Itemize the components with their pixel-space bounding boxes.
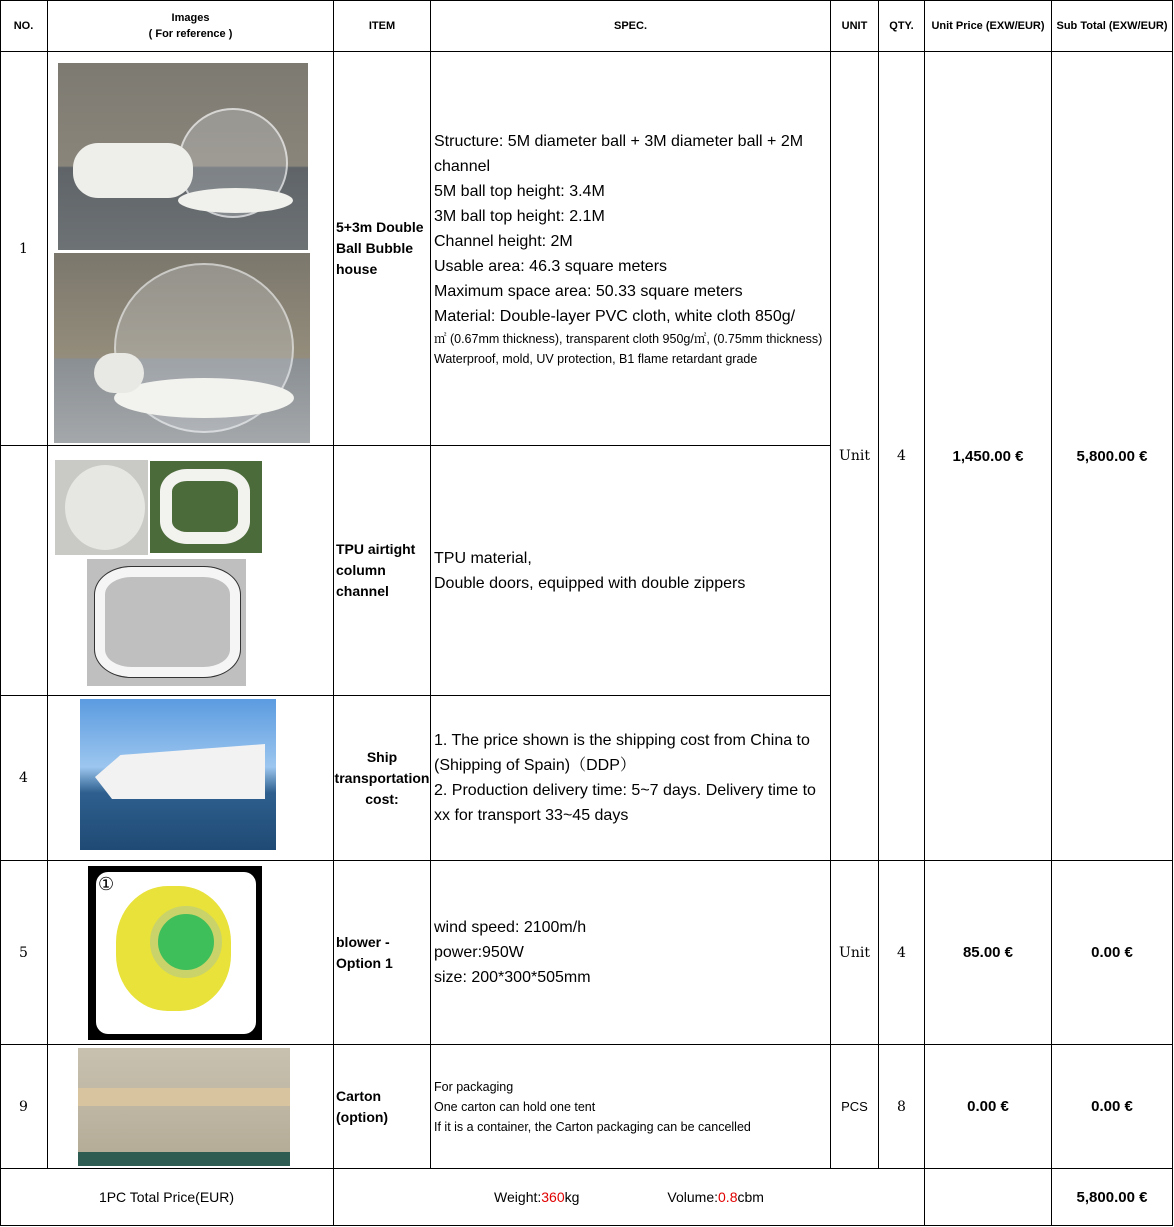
item-name: 5+3m Double Ball Bubble house bbox=[334, 52, 431, 446]
item-name: Ship transportation cost: bbox=[334, 696, 431, 861]
row-no bbox=[0, 446, 48, 696]
tpu-photo-2 bbox=[150, 461, 262, 553]
qty-cell: 4 bbox=[879, 52, 925, 861]
weight-value: 360 bbox=[541, 1189, 565, 1205]
empty-cell bbox=[925, 1169, 1052, 1226]
bubble-house-photo-2 bbox=[54, 253, 310, 443]
unit-cell: Unit bbox=[831, 861, 879, 1045]
item-name: Carton (option) bbox=[334, 1045, 431, 1169]
sub-total-cell: 0.00 € bbox=[1052, 861, 1173, 1045]
header-item: ITEM bbox=[334, 0, 431, 52]
row-no: 1 bbox=[0, 52, 48, 446]
spec-line: Maximum space area: 50.33 square meters bbox=[434, 282, 743, 300]
grand-total: 5,800.00 € bbox=[1052, 1169, 1173, 1226]
header-unit: UNIT bbox=[831, 0, 879, 52]
qty-cell: 4 bbox=[879, 861, 925, 1045]
spec-line: Waterproof, mold, UV protection, B1 flame retardant grade bbox=[434, 351, 758, 366]
volume-label: Volume: bbox=[667, 1189, 719, 1205]
spec-cell bbox=[431, 52, 831, 446]
header-no: NO. bbox=[0, 0, 48, 52]
spec-line: size: 200*300*505mm bbox=[434, 969, 591, 986]
spec-cell bbox=[431, 1045, 831, 1169]
item-name: TPU airtight column channel bbox=[334, 446, 431, 696]
row-no: 9 bbox=[0, 1045, 48, 1169]
spec-line: For packaging bbox=[434, 1079, 514, 1094]
volume-value: 0.8 bbox=[718, 1189, 738, 1205]
tpu-photo-1 bbox=[55, 460, 148, 555]
unit-price-cell: 85.00 € bbox=[925, 861, 1052, 1045]
unit-cell: Unit bbox=[831, 52, 879, 861]
header-unit-price: Unit Price (EXW/EUR) bbox=[925, 0, 1052, 52]
spec-line: One carton can hold one tent bbox=[434, 1099, 596, 1114]
carton-photo bbox=[78, 1048, 290, 1166]
unit-price-cell: 0.00 € bbox=[925, 1045, 1052, 1169]
spec-line: Double doors, equipped with double zippers bbox=[434, 574, 746, 592]
weight-volume bbox=[334, 1169, 925, 1226]
spec-line: 2. Production delivery time: 5~7 days. Delivery time to xx for transport 33~45 days bbox=[434, 782, 816, 824]
spec-line: If it is a container, the Carton packaging can be cancelled bbox=[434, 1119, 751, 1134]
tpu-channel-drawing bbox=[87, 559, 246, 686]
header-images-sub: ( For reference ) bbox=[148, 27, 233, 40]
bubble-house-photo-1 bbox=[58, 63, 308, 250]
spec-line: Channel height: 2M bbox=[434, 232, 573, 250]
spec-line: Structure: 5M diameter ball + 3M diameter ball + 2M channel bbox=[434, 132, 804, 175]
sub-total-cell: 0.00 € bbox=[1052, 1045, 1173, 1169]
header-images-label: Images bbox=[171, 11, 210, 24]
row-no: 5 bbox=[0, 861, 48, 1045]
weight-unit: kg bbox=[564, 1189, 580, 1205]
spec-cell bbox=[431, 861, 831, 1045]
option-badge: ① bbox=[98, 874, 115, 894]
qty-cell: 8 bbox=[879, 1045, 925, 1169]
spec-line: 5M ball top height: 3.4M bbox=[434, 182, 605, 200]
header-images bbox=[48, 0, 334, 52]
unit-cell: PCS bbox=[831, 1045, 879, 1169]
volume-unit: cbm bbox=[737, 1189, 764, 1205]
blower-photo bbox=[88, 866, 262, 1040]
spec-line: TPU material, bbox=[434, 549, 532, 567]
unit-price-cell: 1,450.00 € bbox=[925, 52, 1052, 861]
header-spec: SPEC. bbox=[431, 0, 831, 52]
row-no: 4 bbox=[0, 696, 48, 861]
spec-line: wind speed: 2100m/h bbox=[434, 919, 587, 936]
spec-line: 1. The price shown is the shipping cost from China to (Shipping of Spain)（DDP） bbox=[434, 732, 810, 774]
spec-cell bbox=[431, 696, 831, 861]
total-label: 1PC Total Price(EUR) bbox=[0, 1169, 334, 1226]
sub-total-cell: 5,800.00 € bbox=[1052, 52, 1173, 861]
spec-line: Material: Double-layer PVC cloth, white cloth 850g/ bbox=[434, 307, 796, 325]
spec-cell bbox=[431, 446, 831, 696]
spec-line: Usable area: 46.3 square meters bbox=[434, 257, 668, 275]
header-qty: QTY. bbox=[879, 0, 925, 52]
spec-line: 3M ball top height: 2.1M bbox=[434, 207, 605, 225]
spec-line: power:950W bbox=[434, 944, 524, 961]
spec-line: ㎡ (0.67mm thickness), transparent cloth 950g/㎡, (0.75mm thickness) bbox=[434, 331, 823, 346]
header-sub-total: Sub Total (EXW/EUR) bbox=[1052, 0, 1173, 52]
weight-label: Weight: bbox=[494, 1189, 542, 1205]
item-name: blower -Option 1 bbox=[334, 861, 431, 1045]
cruise-ship-photo bbox=[80, 699, 276, 850]
